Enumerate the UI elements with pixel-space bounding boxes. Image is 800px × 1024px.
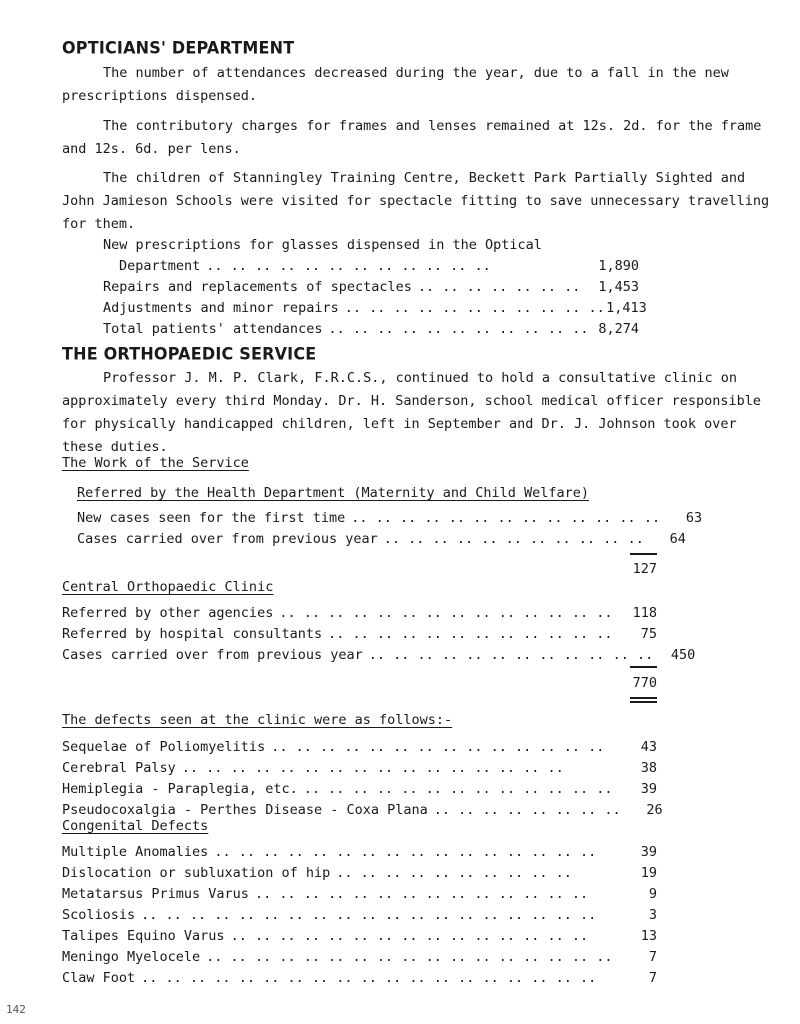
optical-stat-row: Adjustments and minor repairs .. .. .. .. .. .. .. .. .. .. .. 1,413 (103, 300, 647, 316)
work-heading: The Work of the Service (62, 455, 249, 471)
congenital-row: Multiple Anomalies .. .. .. .. .. .. .. .. .. .. .. .. .. .. .. .. 39 (62, 844, 657, 860)
subtotal-rule (630, 553, 657, 555)
defect-row: Sequelae of Poliomyelitis .. .. .. .. .. .. .. .. .. .. .. .. .. .. 43 (62, 739, 657, 755)
subtotal-rule (630, 666, 657, 668)
hd-row: Cases carried over from previous year .. .. .. .. .. .. .. .. .. .. .. 64 (77, 531, 686, 547)
congenital-heading: Congenital Defects (62, 818, 209, 834)
opticians-para-3: The children of Stanningley Training Centre, Beckett Park Partially Sighted and John Jamieson Schools were visited for spectacle fitting to save unnecessary travelling for them. (62, 170, 770, 232)
congenital-row: Meningo Myelocele .. .. .. .. .. .. .. .. .. .. .. .. .. .. .. .. .. 7 (62, 949, 657, 965)
optical-stat-row: Repairs and replacements of spectacles .. .. .. .. .. .. .. 1,453 (103, 279, 639, 295)
double-rule-top (630, 697, 657, 699)
opticians-para-2: The contributory charges for frames and lenses remained at 12s. 2d. for the frame and 12s. 6d. per lens. (62, 118, 762, 157)
defect-row: Hemiplegia - Paraplegia, etc. .. .. .. .. .. .. .. .. .. .. .. .. .. 39 (62, 781, 657, 797)
coc-total: 770 (632, 675, 657, 691)
congenital-row: Talipes Equino Varus .. .. .. .. .. .. .. .. .. .. .. .. .. .. .. 13 (62, 928, 657, 944)
opticians-para-1: The number of attendances decreased during the year, due to a fall in the new prescriptions dispensed. (62, 65, 729, 104)
opticians-heading: OPTICIANS' DEPARTMENT (62, 37, 295, 58)
coc-row: Cases carried over from previous year .. .. .. .. .. .. .. .. .. .. .. .. 450 (62, 647, 696, 663)
hd-total: 127 (632, 561, 657, 577)
orthopaedic-heading: THE ORTHOPAEDIC SERVICE (62, 343, 317, 364)
defect-row: Pseudocoxalgia - Perthes Disease - Coxa Plana .. .. .. .. .. .. .. .. 26 (62, 802, 663, 818)
orthopaedic-para-1: Professor J. M. P. Clark, F.R.C.S., continued to hold a consultative clinic on approximately every third Monday. Dr. H. Sanderson, school medical officer responsible for physically handicapped children, left in September and Dr. J. Johnson took over these duties. (62, 370, 761, 455)
defects-heading: The defects seen at the clinic were as follows:- (62, 712, 453, 728)
congenital-row: Dislocation or subluxation of hip .. .. .. .. .. .. .. .. .. .. 19 (62, 865, 657, 881)
congenital-row: Claw Foot .. .. .. .. .. .. .. .. .. .. .. .. .. .. .. .. .. .. .. 7 (62, 970, 657, 986)
congenital-row: Metatarsus Primus Varus .. .. .. .. .. .. .. .. .. .. .. .. .. .. 9 (62, 886, 657, 902)
coc-heading: Central Orthopaedic Clinic (62, 579, 274, 595)
defect-row: Cerebral Palsy .. .. .. .. .. .. .. .. .. .. .. .. .. .. .. .. 38 (62, 760, 657, 776)
hd-row: New cases seen for the first time .. .. .. .. .. .. .. .. .. .. .. .. .. 63 (77, 510, 703, 526)
double-rule-bottom (630, 701, 657, 703)
coc-row: Referred by hospital consultants .. .. .. .. .. .. .. .. .. .. .. .. 75 (62, 626, 657, 642)
optical-stat-line1: New prescriptions for glasses dispensed in the Optical (103, 237, 542, 253)
coc-row: Referred by other agencies .. .. .. .. .. .. .. .. .. .. .. .. .. .. 118 (62, 605, 657, 621)
optical-stat-row: Total patients' attendances .. .. .. .. .. .. .. .. .. .. .. 8,274 (103, 321, 639, 337)
referred-heading: Referred by the Health Department (Maternity and Child Welfare) (77, 485, 590, 501)
congenital-row: Scoliosis .. .. .. .. .. .. .. .. .. .. .. .. .. .. .. .. .. .. .. 3 (62, 907, 657, 923)
optical-stat-row: Department .. .. .. .. .. .. .. .. .. .. .. .. 1,890 (119, 258, 639, 274)
page-number: 142 (6, 1003, 26, 1016)
